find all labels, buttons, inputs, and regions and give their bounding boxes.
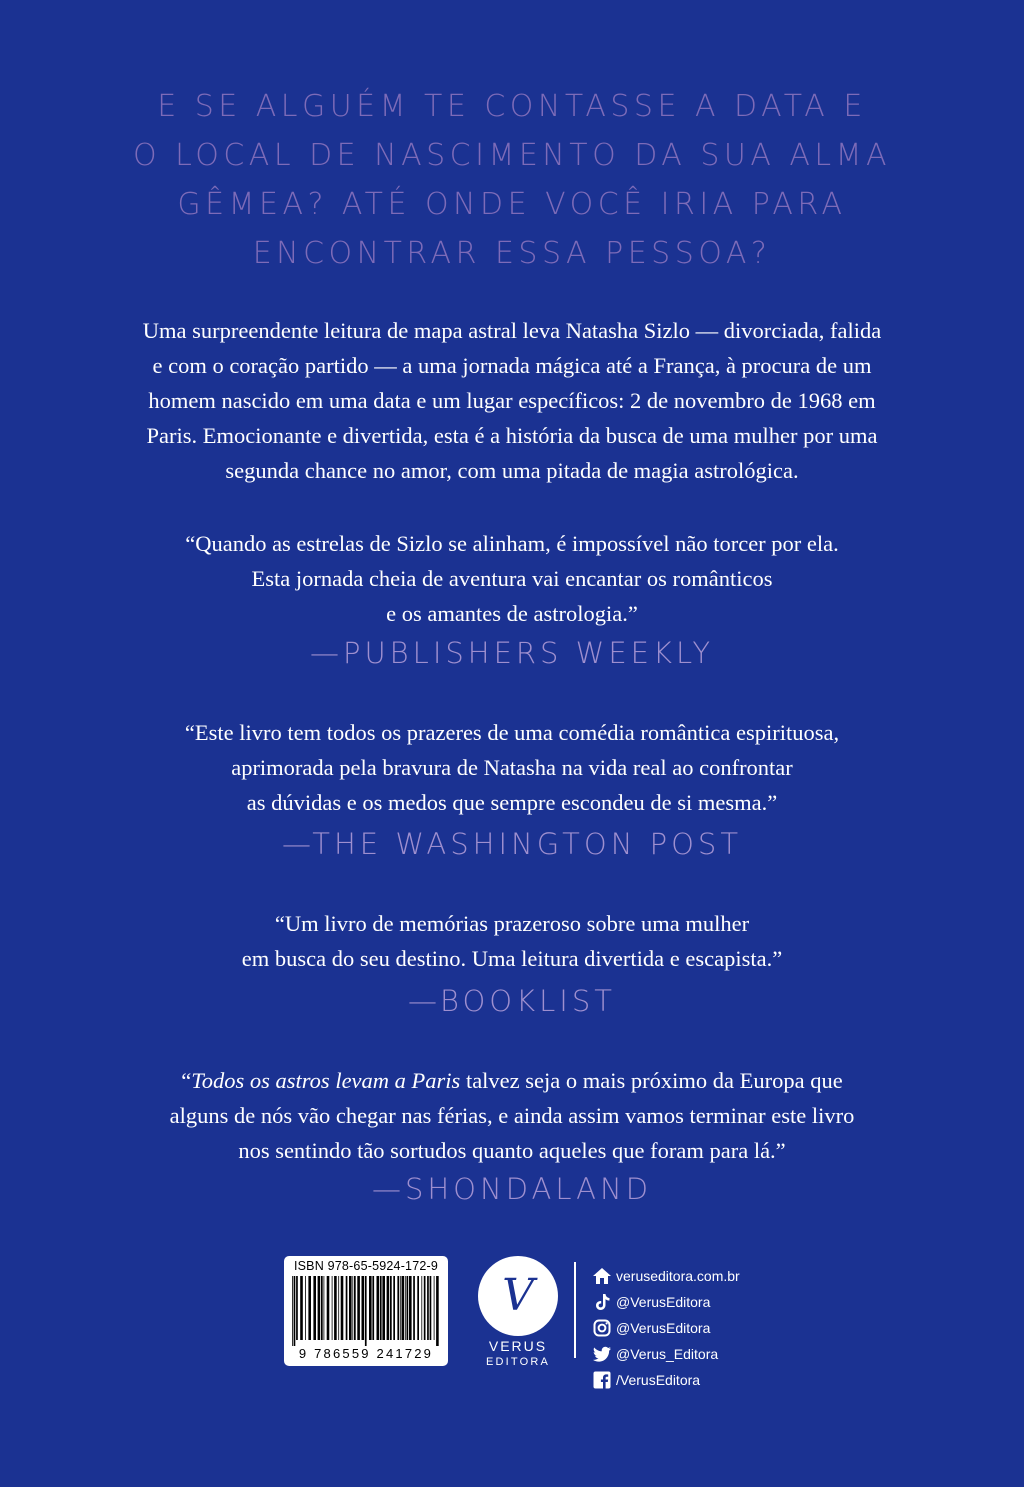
synopsis-line: homem nascido em uma data e um lugar específicos: 2 de novembro de 1968 em bbox=[148, 388, 876, 413]
synopsis-line: segunda chance no amor, com uma pitada de magia astrológica. bbox=[225, 458, 799, 483]
barcode-bar bbox=[346, 1276, 348, 1340]
synopsis-line: Uma surpreendente leitura de mapa astral leva Natasha Sizlo — divorciada, falida bbox=[142, 318, 882, 343]
barcode-bar bbox=[377, 1276, 380, 1340]
quote-line: “Quando as estrelas de Sizlo se alinham, é impossível não torcer por ela. bbox=[185, 531, 839, 556]
barcode-bar bbox=[430, 1276, 432, 1340]
barcode-bar bbox=[424, 1276, 426, 1340]
tiktok-icon bbox=[592, 1292, 612, 1312]
barcode-bar bbox=[427, 1276, 429, 1340]
social-instagram[interactable] bbox=[592, 1315, 792, 1341]
quote-line: “Este livro tem todos os prazeres de uma comédia romântica espirituosa, bbox=[184, 720, 840, 745]
barcode-bar bbox=[393, 1276, 395, 1340]
barcode-bar bbox=[334, 1276, 337, 1340]
synopsis-line: Paris. Emocionante e divertida, esta é a história da busca de uma mulher por uma bbox=[146, 423, 878, 448]
barcode-bars bbox=[292, 1276, 440, 1346]
logo-subtitle: EDITORA bbox=[485, 1356, 551, 1368]
publisher-logo bbox=[478, 1256, 558, 1366]
barcode-bar bbox=[318, 1276, 321, 1340]
barcode-bar bbox=[382, 1276, 385, 1340]
social-tiktok[interactable] bbox=[592, 1289, 792, 1315]
barcode-bar bbox=[405, 1276, 406, 1340]
social-facebook[interactable] bbox=[592, 1367, 792, 1393]
social-text: @VerusEditora bbox=[616, 1320, 711, 1336]
book-title: Todos os astros levam a Paris bbox=[191, 1068, 461, 1093]
twitter-icon bbox=[592, 1344, 612, 1364]
barcode-bar bbox=[332, 1276, 333, 1340]
barcode-bar bbox=[300, 1276, 303, 1340]
ean-digits: 9 786559 241729 bbox=[298, 1346, 434, 1361]
barcode-bar bbox=[357, 1276, 360, 1340]
barcode-bar bbox=[402, 1276, 405, 1340]
barcode-bar bbox=[341, 1276, 344, 1340]
headline-line: ENCONTRAR ESSA PESSOA? bbox=[252, 236, 772, 271]
social-website[interactable] bbox=[592, 1263, 792, 1289]
review-quote-publishers-weekly bbox=[0, 526, 1024, 631]
barcode-bar bbox=[294, 1276, 296, 1346]
instagram-icon bbox=[592, 1318, 612, 1338]
social-links bbox=[592, 1263, 792, 1393]
quote-line: aprimorada pela bravura de Natasha na vida real ao confrontar bbox=[231, 755, 793, 780]
social-text: veruseditora.com.br bbox=[616, 1268, 740, 1284]
barcode-bar bbox=[390, 1276, 392, 1340]
social-text: @VerusEditora bbox=[616, 1294, 711, 1310]
barcode-bar bbox=[397, 1276, 399, 1340]
barcode-bar bbox=[434, 1276, 435, 1340]
barcode-bar bbox=[324, 1276, 325, 1340]
quote-line: em busca do seu destino. Uma leitura divertida e escapista.” bbox=[241, 946, 783, 971]
barcode-bar bbox=[349, 1276, 352, 1340]
quote-line: alguns de nós vão chegar nas férias, e ainda assim vamos terminar este livro bbox=[169, 1103, 855, 1128]
logo-name: VERUS bbox=[488, 1338, 548, 1354]
logo-monogram: V bbox=[502, 1270, 534, 1321]
barcode-bar bbox=[421, 1276, 422, 1340]
quote-attribution: —SHONDALAND bbox=[371, 1172, 653, 1206]
barcode-bar bbox=[352, 1276, 353, 1340]
synopsis bbox=[0, 313, 1024, 488]
isbn-barcode bbox=[284, 1256, 448, 1366]
barcode-bar bbox=[400, 1276, 401, 1340]
quote-line: e os amantes de astrologia.” bbox=[386, 601, 638, 626]
open-quote: “ bbox=[181, 1068, 192, 1093]
barcode-bar bbox=[296, 1276, 298, 1340]
social-twitter[interactable] bbox=[592, 1341, 792, 1367]
barcode-bar bbox=[372, 1276, 374, 1340]
quote-line-rest: talvez seja o mais próximo da Europa que bbox=[460, 1068, 843, 1093]
barcode-bar bbox=[362, 1276, 365, 1340]
quote-line: as dúvidas e os medos que sempre escondeu de si mesma.” bbox=[246, 790, 778, 815]
quote-attribution: —PUBLISHERS WEEKLY bbox=[309, 636, 715, 670]
synopsis-line: e com o coração partido — a uma jornada mágica até a França, à procura de um bbox=[152, 353, 872, 378]
quote-attribution: —BOOKLIST bbox=[408, 984, 616, 1018]
quote-line bbox=[0, 1063, 1024, 1098]
barcode-bar bbox=[338, 1276, 339, 1340]
review-quote-shondaland bbox=[0, 1063, 1024, 1168]
barcode-bar bbox=[387, 1276, 390, 1340]
barcode-bar bbox=[354, 1276, 356, 1340]
quote-line: Esta jornada cheia de aventura vai encantar os românticos bbox=[251, 566, 773, 591]
barcode-bar bbox=[413, 1276, 415, 1340]
social-text: @Verus_Editora bbox=[616, 1346, 719, 1362]
barcode-bar bbox=[436, 1276, 439, 1346]
headline-line: E SE ALGUÉM TE CONTASSE A DATA E bbox=[157, 89, 867, 124]
barcode-bar bbox=[321, 1276, 323, 1340]
facebook-icon bbox=[592, 1370, 612, 1390]
headline bbox=[0, 82, 1024, 278]
quote-line: nos sentindo tão sortudos quanto aqueles que foram para lá.” bbox=[238, 1138, 786, 1163]
barcode-bar bbox=[369, 1276, 372, 1340]
vertical-divider bbox=[574, 1262, 576, 1358]
barcode-bar bbox=[407, 1276, 409, 1340]
barcode-bar bbox=[409, 1276, 412, 1340]
review-quote-washington-post bbox=[0, 715, 1024, 820]
barcode-bar bbox=[305, 1276, 306, 1340]
headline-line: O LOCAL DE NASCIMENTO DA SUA ALMA bbox=[132, 138, 892, 173]
isbn-label: ISBN 978-65-5924-172-9 bbox=[293, 1259, 439, 1273]
quote-line: “Um livro de memórias prazeroso sobre uma mulher bbox=[274, 911, 750, 936]
review-quote-booklist bbox=[0, 906, 1024, 976]
barcode-bar bbox=[308, 1276, 311, 1340]
barcode-bar bbox=[313, 1276, 316, 1340]
barcode-bar bbox=[417, 1276, 419, 1340]
headline-line: GÊMEA? ATÉ ONDE VOCÊ IRIA PARA bbox=[177, 187, 847, 222]
barcode-bar bbox=[327, 1276, 330, 1340]
quote-attribution: —THE WASHINGTON POST bbox=[281, 827, 743, 861]
barcode-bar bbox=[292, 1276, 293, 1346]
home-icon bbox=[592, 1266, 612, 1286]
barcode-bar bbox=[380, 1276, 382, 1340]
social-text: /VerusEditora bbox=[616, 1372, 701, 1388]
barcode-bar bbox=[365, 1276, 367, 1346]
